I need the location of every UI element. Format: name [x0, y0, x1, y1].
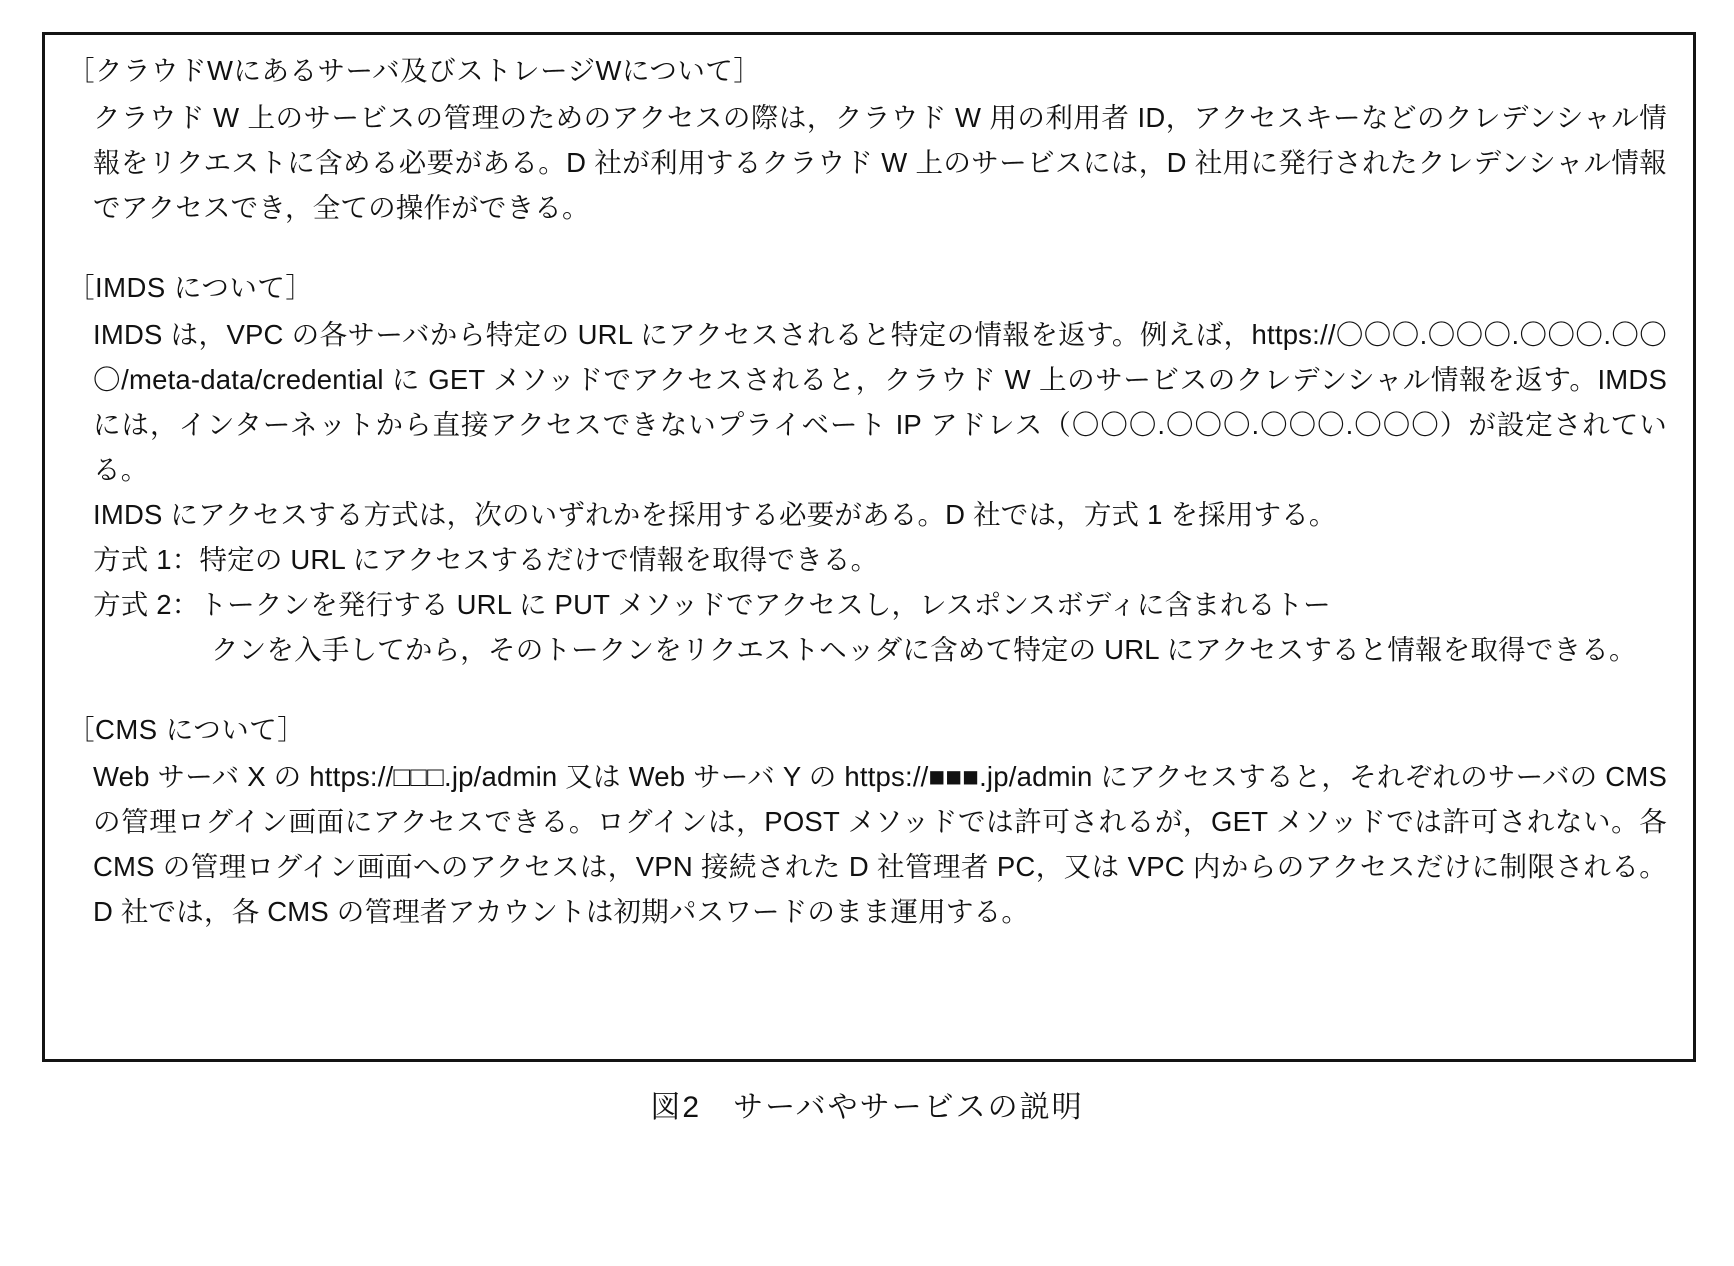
imds-method-1: 方式 1：特定の URL にアクセスするだけで情報を取得できる。: [93, 544, 879, 575]
figure-box: [42, 32, 1696, 1062]
section-heading-imds: ［IMDS について］: [67, 272, 314, 303]
section-heading-cloud-w: ［クラウドWにあるサーバ及びストレージWについて］: [67, 55, 762, 86]
imds-method-2: [67, 582, 1667, 672]
section-imds: [67, 266, 1667, 672]
imds-method-2-cont: クンを入手してから，そのトークンをリクエストヘッダに含めて特定の URL にアクセスすると情報を取得できる。: [211, 634, 1637, 665]
section-heading-cms: ［CMS について］: [67, 714, 306, 745]
figure-caption: 図2 サーバやサービスの説明: [650, 1091, 1084, 1124]
section-body-cms: Web サーバ X の https://□□□.jp/admin 又は Web サーバ Y の https://■■■.jp/admin にアクセスすると，それぞれのサーバの CMS の管理ログイン画面にアクセスできる。ログインは，POST メソッドでは許可されるが，GET メソッドでは許可されない。各 CMS の管理ログイン画面へのアクセスは，VPN 接続された D 社管理者 PC，又は VPC 内からのアクセスだけに制限される。D 社では，各 CMS の管理者アカウントは初期パスワードのまま運用する。: [93, 761, 1667, 927]
section-cms: [67, 708, 1667, 934]
spacer-2: [67, 672, 1667, 708]
imds-access-methods-note: IMDS にアクセスする方式は，次のいずれかを採用する必要がある。D 社では，方式 1 を採用する。: [93, 499, 1337, 530]
imds-method-2-head: 方式 2：トークンを発行する URL に PUT メソッドでアクセスし，レスポンスボディに含まれるトー: [93, 589, 1331, 620]
section-body-imds: IMDS は，VPC の各サーバから特定の URL にアクセスされると特定の情報を返す。例えば，https://〇〇〇.〇〇〇.〇〇〇.〇〇〇/meta-data/credential に GET メソッドでアクセスされると，クラウド W 上のサービスのクレデンシャル情報を返す。IMDS には，インターネットから直接アクセスできないプライベート IP アドレス（〇〇〇.〇〇〇.〇〇〇.〇〇〇）が設定されている。: [93, 319, 1667, 485]
section-cloud-w: [67, 49, 1667, 230]
section-body-cloud-w: クラウド W 上のサービスの管理のためのアクセスの際は，クラウド W 用の利用者 ID，アクセスキーなどのクレデンシャル情報をリクエストに含める必要がある。D 社が利用するクラウド W 上のサービスには，D 社用に発行されたクレデンシャル情報でアクセスでき，全ての操作ができる。: [93, 102, 1667, 223]
spacer-1: [67, 230, 1667, 266]
figure-box-content: [45, 35, 1693, 1059]
